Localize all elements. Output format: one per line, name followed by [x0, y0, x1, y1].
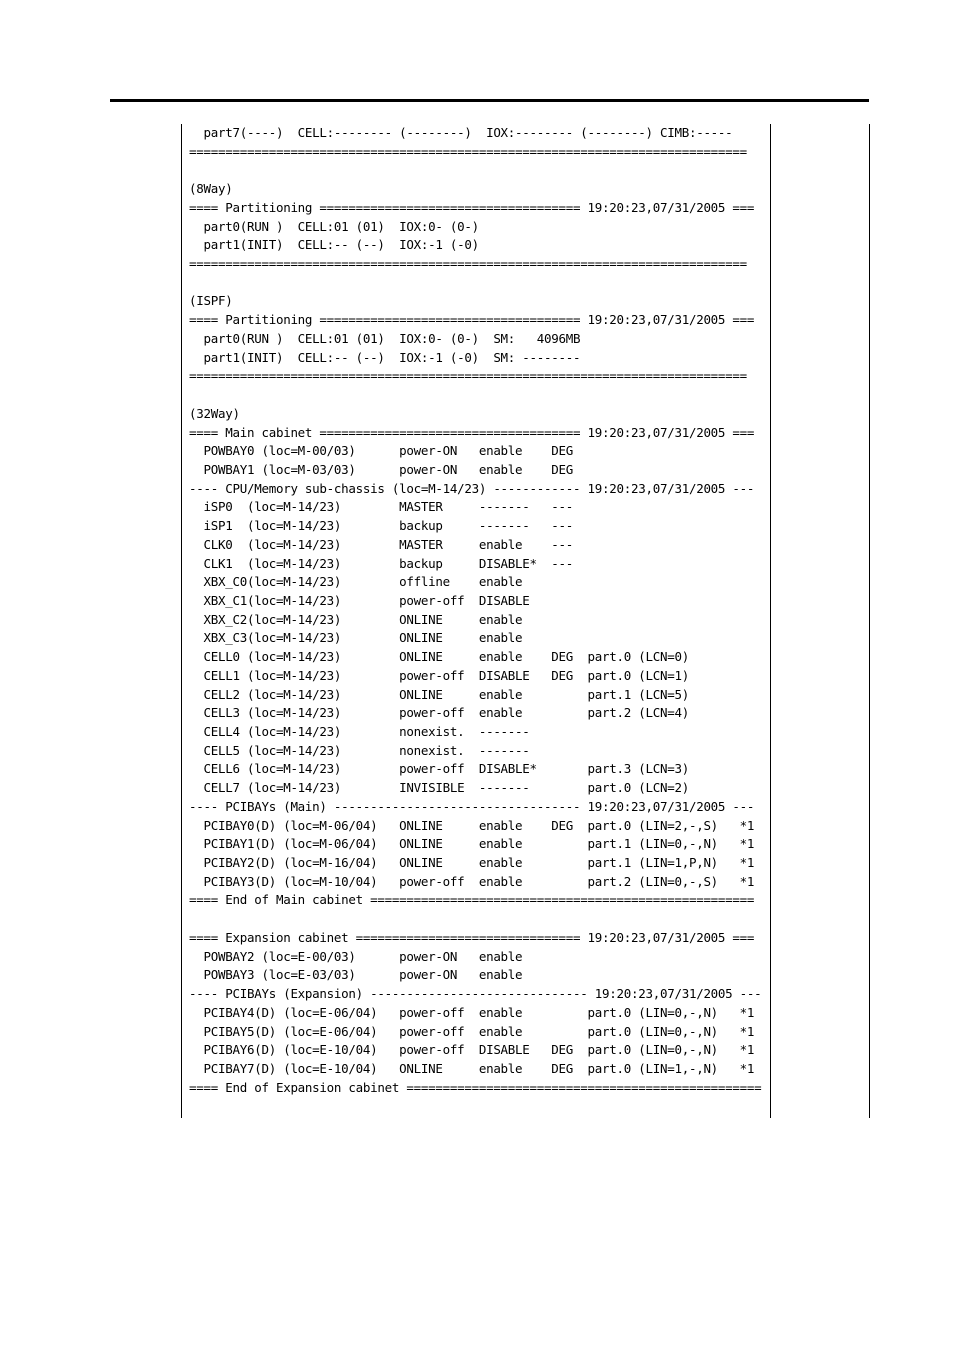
- listing-line: ==== Expansion cabinet =============================== 19:20:23,07/31/2005 ===: [189, 929, 755, 945]
- listing-line: part0(RUN ) CELL:01 (01) IOX:0- (0-): [189, 218, 479, 234]
- listing-line: =============================================================================: [189, 143, 747, 159]
- listing-line: PCIBAY1(D) (loc=M-06/04) ONLINE enable part.1 (LIN=0,-,N) *1: [189, 836, 755, 852]
- listing-line: [189, 161, 829, 180]
- listing-line: PCIBAY7(D) (loc=E-10/04) ONLINE enable DEG part.0 (LIN=1,-,N) *1: [189, 1060, 755, 1076]
- console-listing: [189, 124, 829, 1097]
- listing-line: CELL1 (loc=M-14/23) power-off DISABLE DEG part.0 (LCN=1): [189, 667, 689, 683]
- listing-line: POWBAY2 (loc=E-00/03) power-ON enable: [189, 948, 523, 964]
- listing-line: POWBAY1 (loc=M-03/03) power-ON enable DEG: [189, 461, 574, 477]
- listing-line: CELL4 (loc=M-14/23) nonexist. -------: [189, 724, 530, 739]
- listing-line: CLK0 (loc=M-14/23) MASTER enable ---: [189, 536, 574, 552]
- listing-line: (8Way): [189, 181, 233, 197]
- listing-line: ==== End of Main cabinet =====================================================: [189, 892, 755, 908]
- listing-line: ---- CPU/Memory sub-chassis (loc=M-14/23) ------------ 19:20:23,07/31/2005 ---: [189, 480, 755, 496]
- left-border: [181, 124, 182, 1118]
- listing-line: CELL2 (loc=M-14/23) ONLINE enable part.1 (LCN=5): [189, 686, 689, 702]
- listing-line: XBX_C1(loc=M-14/23) power-off DISABLE: [189, 592, 530, 608]
- listing-line: [189, 274, 829, 293]
- listing-line: iSP0 (loc=M-14/23) MASTER ------- ---: [189, 499, 574, 515]
- listing-line: CLK1 (loc=M-14/23) backup DISABLE* ---: [189, 555, 574, 571]
- listing-line: POWBAY0 (loc=M-00/03) power-ON enable DEG: [189, 443, 574, 459]
- header-rule: [110, 99, 869, 102]
- listing-line: XBX_C2(loc=M-14/23) ONLINE enable: [189, 611, 523, 627]
- listing-line: XBX_C3(loc=M-14/23) ONLINE enable: [189, 630, 523, 646]
- page-right-border: [869, 124, 870, 1118]
- listing-line: part7(----) CELL:-------- (--------) IOX:-------- (--------) CIMB:-----: [189, 125, 733, 140]
- listing-line: ---- PCIBAYs (Expansion) ------------------------------ 19:20:23,07/31/2005 ---: [189, 986, 762, 1002]
- listing-line: ==== Partitioning ==================================== 19:20:23,07/31/2005 ===: [189, 199, 755, 215]
- listing-line: =============================================================================: [189, 256, 747, 272]
- listing-line: PCIBAY2(D) (loc=M-16/04) ONLINE enable part.1 (LIN=1,P,N) *1: [189, 855, 755, 871]
- listing-line: PCIBAY5(D) (loc=E-06/04) power-off enable part.0 (LIN=0,-,N) *1: [189, 1023, 755, 1039]
- listing-line: iSP1 (loc=M-14/23) backup ------- ---: [189, 518, 574, 534]
- listing-line: CELL3 (loc=M-14/23) power-off enable part.2 (LCN=4): [189, 705, 689, 721]
- listing-line: CELL6 (loc=M-14/23) power-off DISABLE* part.3 (LCN=3): [189, 761, 689, 777]
- listing-line: ---- PCIBAYs (Main) ---------------------------------- 19:20:23,07/31/2005 ---: [189, 798, 755, 814]
- listing-line: [189, 910, 829, 929]
- listing-line: CELL0 (loc=M-14/23) ONLINE enable DEG part.0 (LCN=0): [189, 649, 689, 665]
- listing-line: part0(RUN ) CELL:01 (01) IOX:0- (0-) SM: 4096MB: [189, 330, 581, 346]
- listing-line: ==== Partitioning ==================================== 19:20:23,07/31/2005 ===: [189, 312, 755, 328]
- listing-line: [189, 386, 829, 405]
- listing-line: XBX_C0(loc=M-14/23) offline enable: [189, 574, 523, 590]
- listing-line: PCIBAY0(D) (loc=M-06/04) ONLINE enable DEG part.0 (LIN=2,-,S) *1: [189, 817, 755, 833]
- listing-line: PCIBAY3(D) (loc=M-10/04) power-off enable part.2 (LIN=0,-,S) *1: [189, 873, 755, 889]
- listing-line: CELL7 (loc=M-14/23) INVISIBLE ------- part.0 (LCN=2): [189, 780, 689, 796]
- listing-line: PCIBAY4(D) (loc=E-06/04) power-off enable part.0 (LIN=0,-,N) *1: [189, 1004, 755, 1020]
- listing-line: CELL5 (loc=M-14/23) nonexist. -------: [189, 742, 530, 758]
- listing-line: (ISPF): [189, 293, 233, 309]
- listing-line: ==== End of Expansion cabinet =================================================: [189, 1079, 762, 1095]
- listing-line: part1(INIT) CELL:-- (--) IOX:-1 (-0) SM: --------: [189, 349, 581, 365]
- listing-line: (32Way): [189, 405, 240, 421]
- listing-line: POWBAY3 (loc=E-03/03) power-ON enable: [189, 967, 523, 983]
- listing-line: PCIBAY6(D) (loc=E-10/04) power-off DISABLE DEG part.0 (LIN=0,-,N) *1: [189, 1042, 755, 1058]
- listing-line: ==== Main cabinet ==================================== 19:20:23,07/31/2005 ===: [189, 424, 755, 440]
- listing-line: part1(INIT) CELL:-- (--) IOX:-1 (-0): [189, 237, 479, 253]
- listing-line: =============================================================================: [189, 368, 747, 384]
